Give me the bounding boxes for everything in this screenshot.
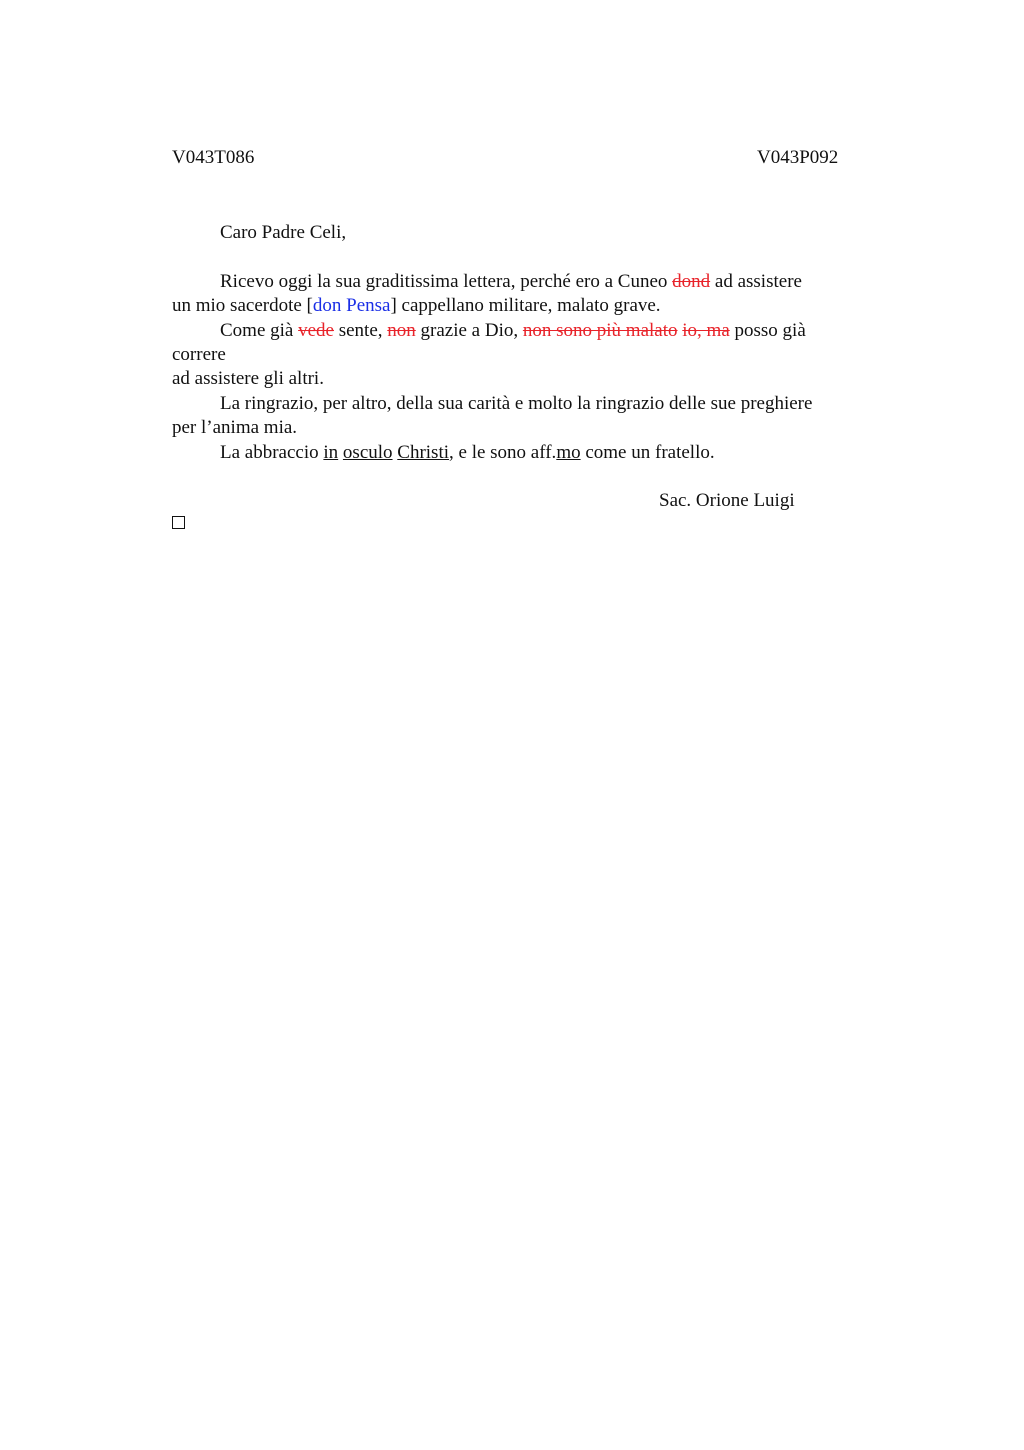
text-run: grazie a Dio, — [415, 319, 523, 341]
deleted-text: io, ma — [682, 319, 730, 341]
editorial-insertion: don Pensa — [312, 295, 391, 317]
deleted-text: non — [387, 319, 416, 341]
text-run: Come già — [220, 319, 299, 341]
paragraph-2-line-3: ad assistere gli altri. — [172, 368, 324, 390]
paragraph-spacer — [172, 245, 872, 269]
document-code-left: V043T086 — [172, 147, 255, 168]
deleted-text: vede — [298, 319, 334, 341]
paragraph-1-line-2 — [172, 294, 872, 318]
text-run: sente, — [333, 319, 388, 341]
letter-body — [172, 221, 872, 465]
text-run: ad assistere — [710, 270, 802, 292]
underlined-text: osculo — [342, 441, 393, 463]
paragraph-3-line-2: per l’anima mia. — [172, 417, 298, 439]
text-run: come un fratello. — [580, 441, 715, 463]
paragraph-1-line-1 — [172, 270, 872, 294]
text-run: un mio sacerdote [ — [172, 295, 313, 317]
deleted-text: non sono più malato — [522, 319, 678, 341]
underlined-text: mo — [556, 441, 581, 463]
text-run: La abbraccio — [220, 441, 324, 463]
signature: Sac. Orione Luigi — [659, 490, 795, 511]
deleted-text: dond — [672, 270, 711, 292]
paragraph-4-line-1 — [172, 441, 872, 465]
underlined-text: in — [323, 441, 339, 463]
paragraph-2-line-1 — [172, 319, 872, 343]
salutation: Caro Padre Celi, — [220, 222, 347, 243]
text-run: posso già — [729, 319, 806, 341]
underlined-text: Christi — [397, 441, 450, 463]
paragraph-3-line-1: La ringrazio, per altro, della sua carità e molto la ringrazio delle sue preghiere — [220, 392, 813, 414]
text-run: ] cappellano militare, malato grave. — [390, 295, 661, 317]
text-run: Ricevo oggi la sua graditissima lettera, perché ero a Cuneo — [220, 270, 673, 292]
paragraph-2-line-2: correre — [172, 344, 226, 366]
document-code-right: V043P092 — [757, 147, 839, 168]
text-run: , e le sono aff. — [449, 441, 557, 463]
empty-square-icon — [172, 516, 185, 529]
